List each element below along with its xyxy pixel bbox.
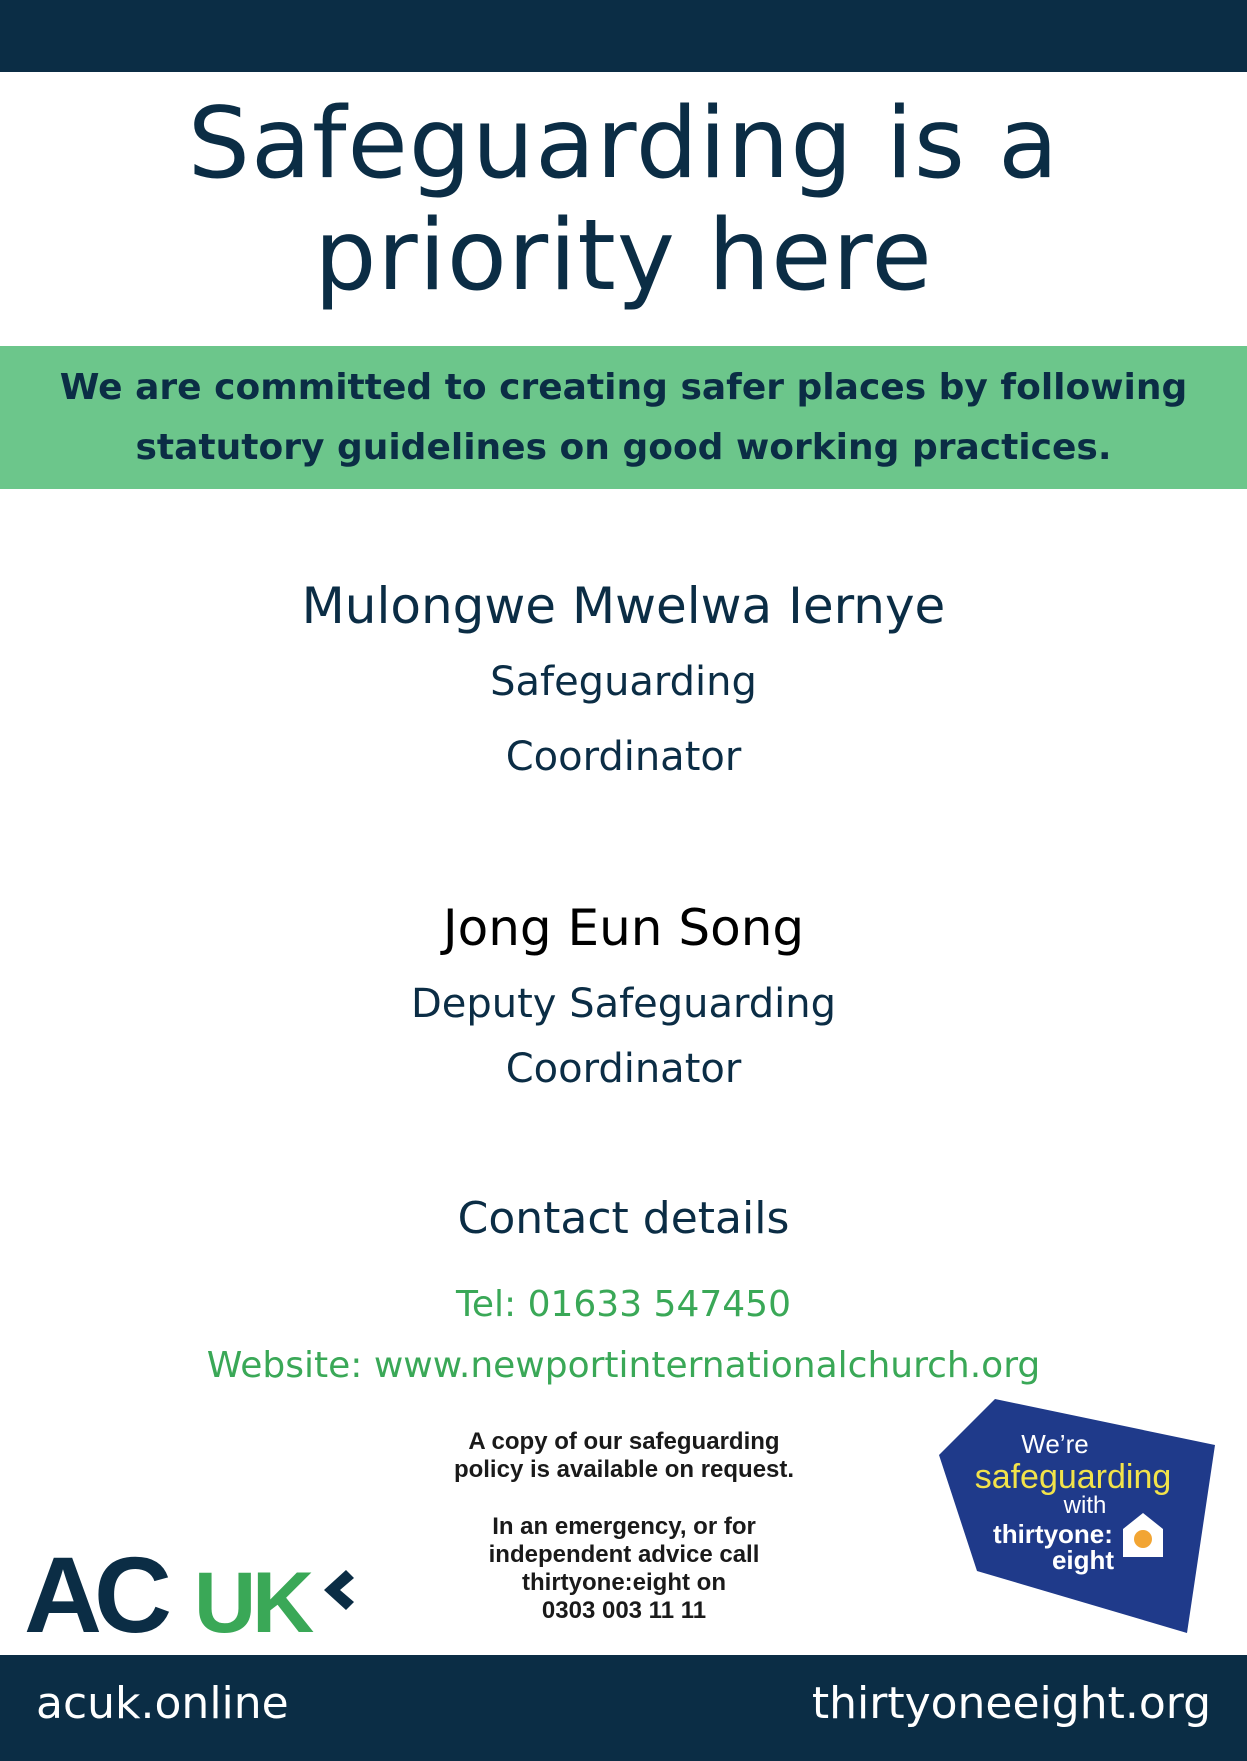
- page-title: [0, 88, 1247, 312]
- badge-line-1: We’re: [1021, 1429, 1089, 1459]
- footer-thirtyoneeight-link[interactable]: thirtyoneeight.org: [811, 1678, 1211, 1729]
- emergency-phone: 0303 003 11 11: [541, 1597, 707, 1624]
- coordinator-role-line-1: Safeguarding: [490, 659, 757, 705]
- title-line-2: priority here: [314, 199, 933, 313]
- footer-acuk-link[interactable]: acuk.online: [36, 1678, 289, 1729]
- acuk-logo-ac: AC: [24, 1540, 164, 1640]
- policy-line-1: A copy of our safeguarding: [468, 1428, 780, 1455]
- badge-line-5: eight: [1051, 1545, 1115, 1575]
- policy-note: [374, 1428, 874, 1484]
- commitment-banner: [0, 346, 1247, 489]
- acuk-logo-uk: UK: [194, 1555, 311, 1640]
- top-bar: [0, 0, 1247, 72]
- contact-phone[interactable]: Tel: 01633 547450: [456, 1284, 791, 1325]
- title-line-1: Safeguarding is a: [187, 87, 1060, 201]
- emergency-line-1: In an emergency, or for: [492, 1513, 756, 1540]
- badge-line-4: thirtyone:: [993, 1519, 1113, 1549]
- deputy-role-line-1: Deputy Safeguarding: [410, 981, 837, 1027]
- contact-heading: Contact details: [457, 1193, 790, 1244]
- banner-line-1: We are committed to creating safer places by following: [59, 366, 1188, 408]
- badge-line-3: with: [1063, 1492, 1107, 1519]
- emergency-line-3: thirtyone:eight on: [522, 1569, 726, 1596]
- thirtyoneeight-badge: [935, 1395, 1220, 1635]
- policy-line-2: policy is available on request.: [453, 1456, 795, 1483]
- badge-line-2: safeguarding: [974, 1458, 1172, 1496]
- emergency-note: [374, 1513, 874, 1625]
- banner-line-2: statutory guidelines on good working practices.: [135, 426, 1112, 468]
- coordinator-name: Mulongwe Mwelwa Iernye: [301, 577, 946, 635]
- acuk-logo: [24, 1540, 364, 1640]
- chevron-left-icon: [324, 1570, 354, 1610]
- deputy-role-line-2: Coordinator: [505, 1046, 742, 1092]
- coordinator-role-line-2: Coordinator: [505, 734, 742, 780]
- contact-website[interactable]: Website: www.newportinternationalchurch.org: [206, 1345, 1041, 1386]
- deputy-name: Jong Eun Song: [442, 899, 805, 957]
- emergency-line-2: independent advice call: [488, 1541, 760, 1568]
